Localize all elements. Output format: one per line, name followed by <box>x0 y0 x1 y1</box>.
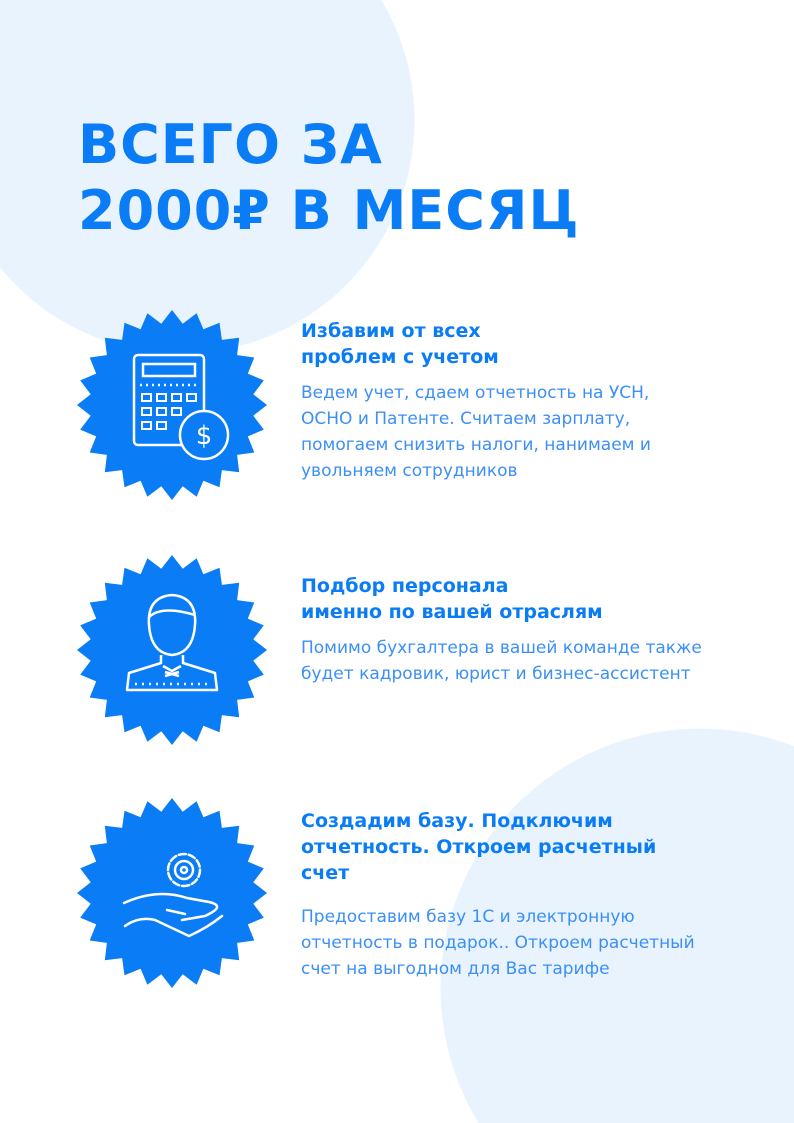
feature-setup <box>301 808 731 982</box>
feature-title: Создадим базу. Подключим отчетность. Откроем расчетный счет <box>301 810 657 884</box>
starburst-badge <box>77 555 267 745</box>
feature-accounting <box>301 318 731 484</box>
page-title <box>78 112 580 244</box>
calculator-dollar-icon <box>77 310 267 500</box>
feature-staffing <box>301 573 731 687</box>
title-line-2: 2000₽ В МЕСЯЦ <box>78 179 580 242</box>
svg-text:$: $ <box>195 421 213 451</box>
feature-text: Ведем учет, сдаем отчетность на УСН, ОСНО и Патенте. Считаем зарплату, помогаем снизить налоги, нанимаем и увольняем сотрудников <box>301 383 651 481</box>
feature-title: Подбор персонала именно по вашей отраслям <box>301 575 603 623</box>
feature-title: Избавим от всех проблем с учетом <box>301 320 499 368</box>
hand-gear-icon <box>77 798 267 988</box>
title-line-1: ВСЕГО ЗА <box>78 113 383 176</box>
employee-icon <box>77 555 267 745</box>
starburst-badge <box>77 310 267 500</box>
starburst-badge <box>77 798 267 988</box>
feature-text: Предоставим базу 1С и электронную отчетность в подарок.. Откроем расчетный счет на выгодном для Вас тарифе <box>301 907 695 979</box>
feature-text: Помимо бухгалтера в вашей команде также будет кадровик, юрист и бизнес-ассистент <box>301 638 702 684</box>
